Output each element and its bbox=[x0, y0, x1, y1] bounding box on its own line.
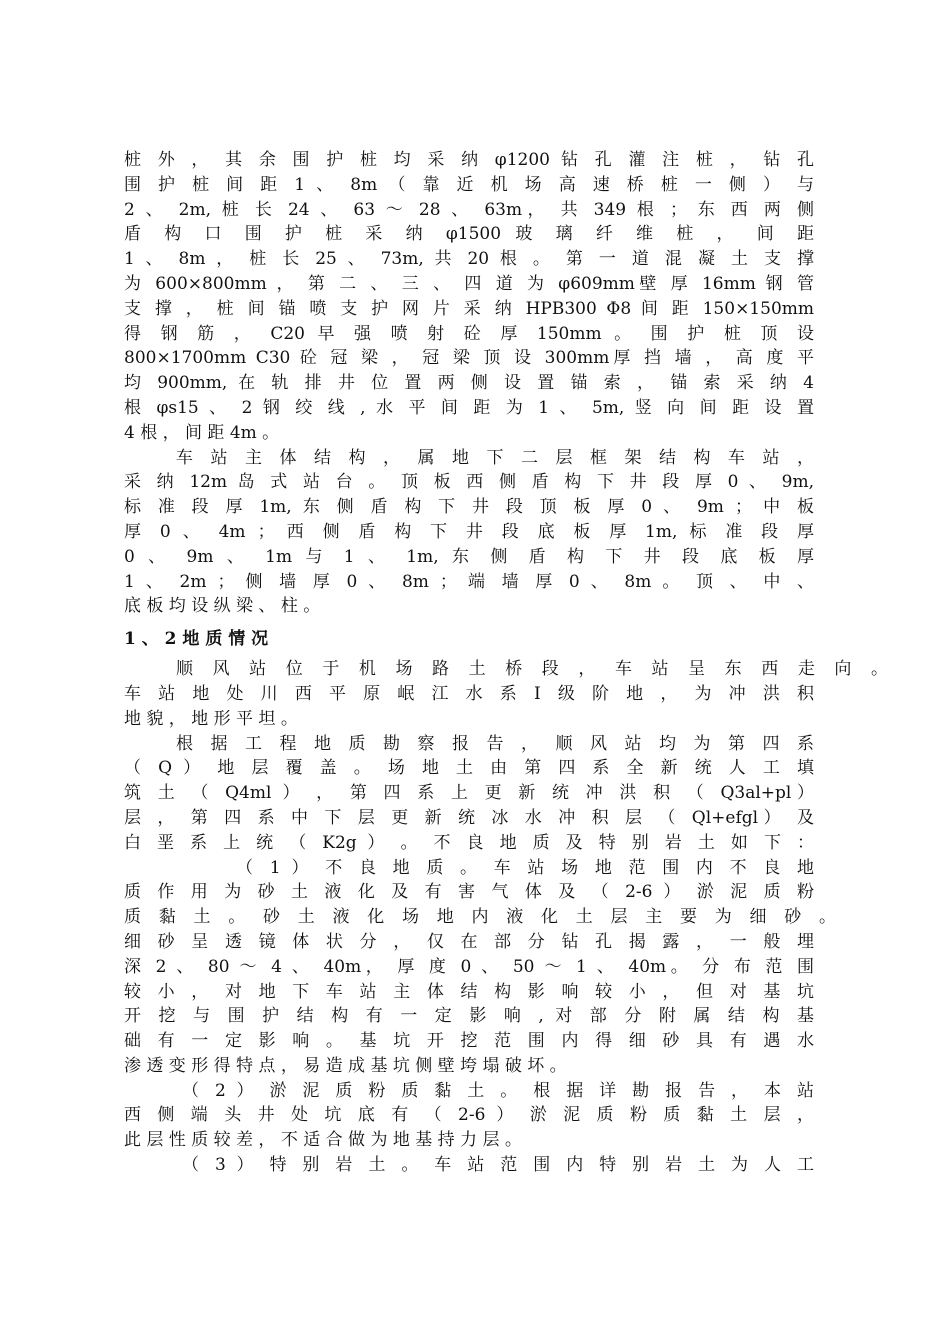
text-line: 渗 透 变 形 得 特 点 ， 易 造 成 基 坑 侧 壁 垮 塌 破 坏 。 bbox=[124, 1055, 567, 1076]
text-line: 根 φs15 、 2 钢 绞 线 , 水 平 间 距 为 1 、 5m, 竖 向 间 距 设 置 bbox=[124, 397, 814, 418]
text-line: 较 小 ， 对 地 下 车 站 主 体 结 构 影 响 较 小 ， 但 对 基 坑 bbox=[124, 981, 814, 1002]
text-line: （ Q ） 地 层 覆 盖 。 场 地 土 由 第 四 系 全 新 统 人 工 填 bbox=[124, 758, 814, 779]
text-line: 细 砂 呈 透 镜 体 状 分 ， 仅 在 部 分 钻 孔 揭 露 ， 一 般 埋 bbox=[124, 931, 814, 952]
text-line: 桩 外 ， 其 余 围 护 桩 均 采 纳 φ1200 钻 孔 灌 注 桩 ， 钻 孔 bbox=[124, 150, 814, 170]
text-line: 厚 0 、 4m ； 西 侧 盾 构 下 井 段 底 板 厚 1m, 标 准 段 厚 bbox=[124, 521, 814, 542]
text-line: 均 900mm, 在 轨 排 井 位 置 两 侧 设 置 锚 索 ， 锚 索 采 纳 4 bbox=[124, 373, 814, 394]
text-line: 0 、 9m 、 1m 与 1 、 1m, 东 侧 盾 构 下 井 段 底 板 厚 bbox=[124, 546, 814, 567]
text-line: 筑 土 （ Q4ml ） ， 第 四 系 上 更 新 统 冲 洪 积 （ Q3al+pl） bbox=[124, 783, 814, 804]
text-line: 础 有 一 定 影 响 。 基 坑 开 挖 范 围 内 得 细 砂 具 有 遇 水 bbox=[124, 1031, 814, 1052]
text-line: 为 600×800mm ， 第 二 、 三 、 四 道 为 φ609mm壁 厚 16mm 钢 管 bbox=[124, 273, 814, 294]
text-line: 白 垩 系 上 统 （ K2g ） 。 不 良 地 质 及 特 别 岩 土 如 下 ： bbox=[124, 832, 814, 853]
text-line: 开 挖 与 围 护 结 构 有 一 定 影 响 , 对 部 分 附 属 结 构 基 bbox=[124, 1006, 814, 1027]
text-line: 1 、 2m ； 侧 墙 厚 0 、 8m ； 端 墙 厚 0 、 8m 。 顶 、 中 、 bbox=[124, 571, 814, 592]
text-line: （ 1 ） 不 良 地 质 。 车 站 场 地 范 围 内 不 良 地 bbox=[236, 857, 814, 878]
text-line: 顺 风 站 位 于 机 场 路 土 桥 段 ， 车 站 呈 东 西 走 向 。 bbox=[176, 659, 888, 680]
text-line: 车 站 主 体 结 构 ， 属 地 下 二 层 框 架 结 构 车 站 ， bbox=[176, 447, 814, 468]
text-line: 得 钢 筋 ， C20 早 强 喷 射 砼 厚 150mm 。 围 护 桩 顶 设 bbox=[124, 323, 814, 344]
text-line: 支 撑 ， 桩 间 锚 喷 支 护 网 片 采 纳 HPB300 Φ8 间 距 150×150mm bbox=[124, 298, 814, 319]
text-line: 车 站 地 处 川 西 平 原 岷 江 水 系 Ⅰ 级 阶 地 ， 为 冲 洪 积 bbox=[124, 683, 814, 704]
paragraph-retaining-piles bbox=[124, 148, 814, 446]
paragraph-site-location bbox=[124, 657, 888, 731]
paragraph-geology-report bbox=[124, 732, 814, 856]
text-line: 围 护 桩 间 距 1 、 8m （ 靠 近 机 场 高 速 桥 桩 一 侧 ） 与 bbox=[124, 174, 814, 195]
text-line: 1 、 8m ， 桩 长 25 、 73m, 共 20 根 。 第 一 道 混 凝 土 支 撑 bbox=[124, 249, 814, 270]
text-line: 标 准 段 厚 1m, 东 侧 盾 构 下 井 段 顶 板 厚 0 、 9m ； 中 板 bbox=[124, 497, 814, 518]
paragraph-silty-clay bbox=[124, 1079, 814, 1153]
text-line: 此 层 性 质 较 差 ， 不 适 合 做 为 地 基 持 力 层 。 bbox=[124, 1130, 522, 1151]
text-line: 质 作 用 为 砂 土 液 化 及 有 害 气 体 及 （ 2-6 ） 淤 泥 质 粉 bbox=[124, 882, 814, 903]
text-line: 层 ， 第 四 系 中 下 层 更 新 统 冰 水 冲 积 层 （ Ql+efgl） 及 bbox=[124, 807, 814, 828]
text-line: 西 侧 端 头 井 处 坑 底 有 （ 2-6 ） 淤 泥 质 粉 质 黏 土 层 ， bbox=[124, 1105, 814, 1126]
text-line: 深 2 、 80 ～ 4 、 40m， 厚 度 0 、 50 ～ 1 、 40m。 分 布 范 围 bbox=[124, 956, 814, 977]
text-line: 质 黏 土 。 砂 土 液 化 场 地 内 液 化 土 层 主 要 为 细 砂 。 bbox=[124, 907, 836, 928]
text-line: 2 、 2m, 桩 长 24 、 63 ～ 28 、 63m， 共 349 根 ； 东 西 两 侧 bbox=[124, 199, 814, 220]
text-line: 采 纳 12m 岛 式 站 台 。 顶 板 西 侧 盾 构 下 井 段 厚 0 、 9m, bbox=[124, 472, 814, 493]
text-line: 4 根 ， 间 距 4m 。 bbox=[124, 422, 280, 443]
text-line: 盾 构 口 围 护 桩 采 纳 φ1500 玻 璃 纤 维 桩 ， 间 距 bbox=[124, 224, 814, 245]
text-line: 800×1700mm C30 砼 冠 梁 ， 冠 梁 顶 设 300mm厚 挡 墙 ， 高 度 平 bbox=[124, 348, 814, 369]
text-line: 底 板 均 设 纵 梁 、 柱 。 bbox=[124, 596, 321, 617]
paragraph-adverse-geology bbox=[124, 856, 836, 1079]
text-line: 根 据 工 程 地 质 勘 察 报 告 ， 顺 风 站 均 为 第 四 系 bbox=[176, 733, 814, 754]
text-line: （ 2 ） 淤 泥 质 粉 质 黏 土 。 根 据 详 勘 报 告 ， 本 站 bbox=[182, 1080, 814, 1101]
text-line: （ 3 ） 特 别 岩 土 。 车 站 范 围 内 特 别 岩 土 为 人 工 bbox=[182, 1155, 814, 1176]
paragraph-special-soil bbox=[124, 1153, 814, 1178]
document-body bbox=[124, 148, 888, 1178]
text-line: 地 貌 ， 地 形 平 坦 。 bbox=[124, 708, 298, 729]
section-heading: 1 、 2 地 质 情 况 bbox=[124, 629, 269, 650]
paragraph-main-structure bbox=[124, 446, 814, 620]
